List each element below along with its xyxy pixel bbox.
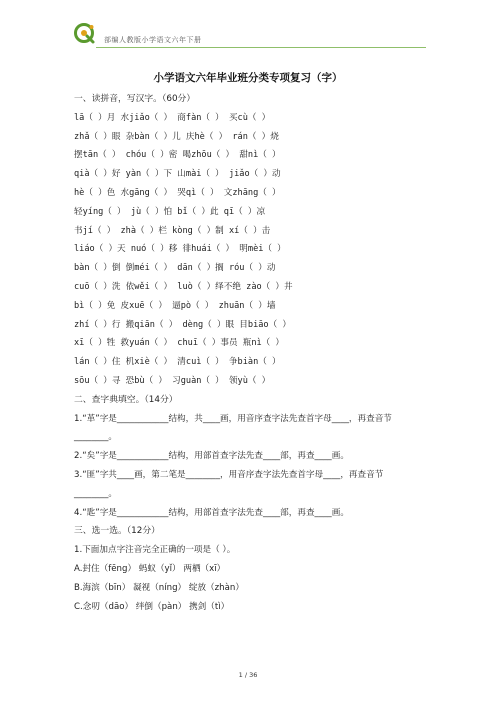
pinyin-line: 书jí（ ） zhà（ ）栏 kòng（ ）制 xí（ ）击 — [74, 225, 271, 236]
pinyin-line: cuō（ ）洗 依wěi（ ） luò（ ）绎不绝 zào（ ）井 — [74, 281, 293, 292]
answer-option: B.海滨（bīn） 凝视（níng） 绽放（zhàn） — [74, 582, 244, 593]
pinyin-line: 摆tān（ ） chóu（ ）密 喝zhōu（ ） 甜nì（ ） — [74, 150, 281, 161]
section-heading: 二、查字典填空。（14分） — [74, 394, 178, 405]
pinyin-line: liáo（ ）天 nuó（ ）移 徘huái（ ） 明mèi（ ） — [74, 244, 286, 255]
header-title: 部编人教版小学语文六年下册 — [104, 36, 202, 44]
publisher-logo-icon — [73, 22, 97, 46]
pinyin-line: lán（ ）住 机xiè（ ） 清cuì（ ） 争biàn（ ） — [74, 357, 281, 368]
pinyin-line: sōu（ ）寻 恐bù（ ） 习guàn（ ） 领yù（ ） — [74, 375, 271, 386]
question-item: 1.“革”字是____________结构，共____画，用音序查字法先查首字母____，再查音节________。 — [74, 413, 392, 443]
section-heading: 三、选一选。（12分） — [74, 526, 160, 537]
question-item: 3.“匪”字共____画，第二笔是________，用音序查字法先查首字母____，再查音节________。 — [74, 469, 384, 499]
pinyin-line: bì（ ）免 皮xuē（ ） 逼pò（ ） zhuān（ ）墙 — [74, 300, 276, 311]
page-header — [0, 0, 496, 48]
question-item: 2.“矣”字是____________结构，用部首查字法先查____部，再查____画。 — [74, 451, 349, 462]
pinyin-line: lā（ ）月 水jiǎo（ ） 商fàn（ ） 买cù（ ） — [74, 112, 271, 123]
pinyin-line: 轻yíng（ ） jù（ ）怕 bǐ（ ）此 qī（ ）凉 — [74, 206, 266, 217]
section-heading: 一、读拼音，写汉字。（60分） — [74, 94, 196, 104]
page-number: 1 / 36 — [238, 671, 258, 679]
pinyin-line: hè（ ）色 水gāng（ ） 哭qì（ ） 文zhāng（ ） — [74, 187, 281, 198]
worksheet-body — [74, 90, 424, 616]
pinyin-line: zhǎ（ ）眼 杂bàn（ ）儿 庆hè（ ） rán（ ）烧 — [74, 131, 279, 142]
pinyin-line: bàn（ ）倒 倒méi（ ） dān（ ）搁 róu（ ）动 — [74, 263, 276, 274]
question-item: 4.“匙”字是____________结构，用部首查字法先查____部，再查____画。 — [74, 507, 349, 518]
answer-option: A.封住（fēng） 蚂蚁（yǐ） 两栖（xī） — [74, 563, 226, 574]
pinyin-line: qià（ ）好 yàn（ ）下 山mài（ ） jiǎo（ ）动 — [74, 169, 281, 180]
question-item: 1.下面加点字注音完全正确的一项是（ ）。 — [74, 545, 236, 556]
pinyin-line: zhí（ ）行 搬qiān（ ） dèng（ ）眼 目biāo（ ） — [74, 319, 291, 330]
page-title: 小学语文六年毕业班分类专项复习（字） — [153, 72, 343, 84]
header-divider — [96, 47, 426, 48]
pinyin-line: xī（ ）牲 救yuán（ ） chuī（ ）事员 瓶nì（ ） — [74, 338, 285, 349]
answer-option: C.念叨（dāo） 绊倒（pàn） 携剑（tì） — [74, 601, 230, 612]
